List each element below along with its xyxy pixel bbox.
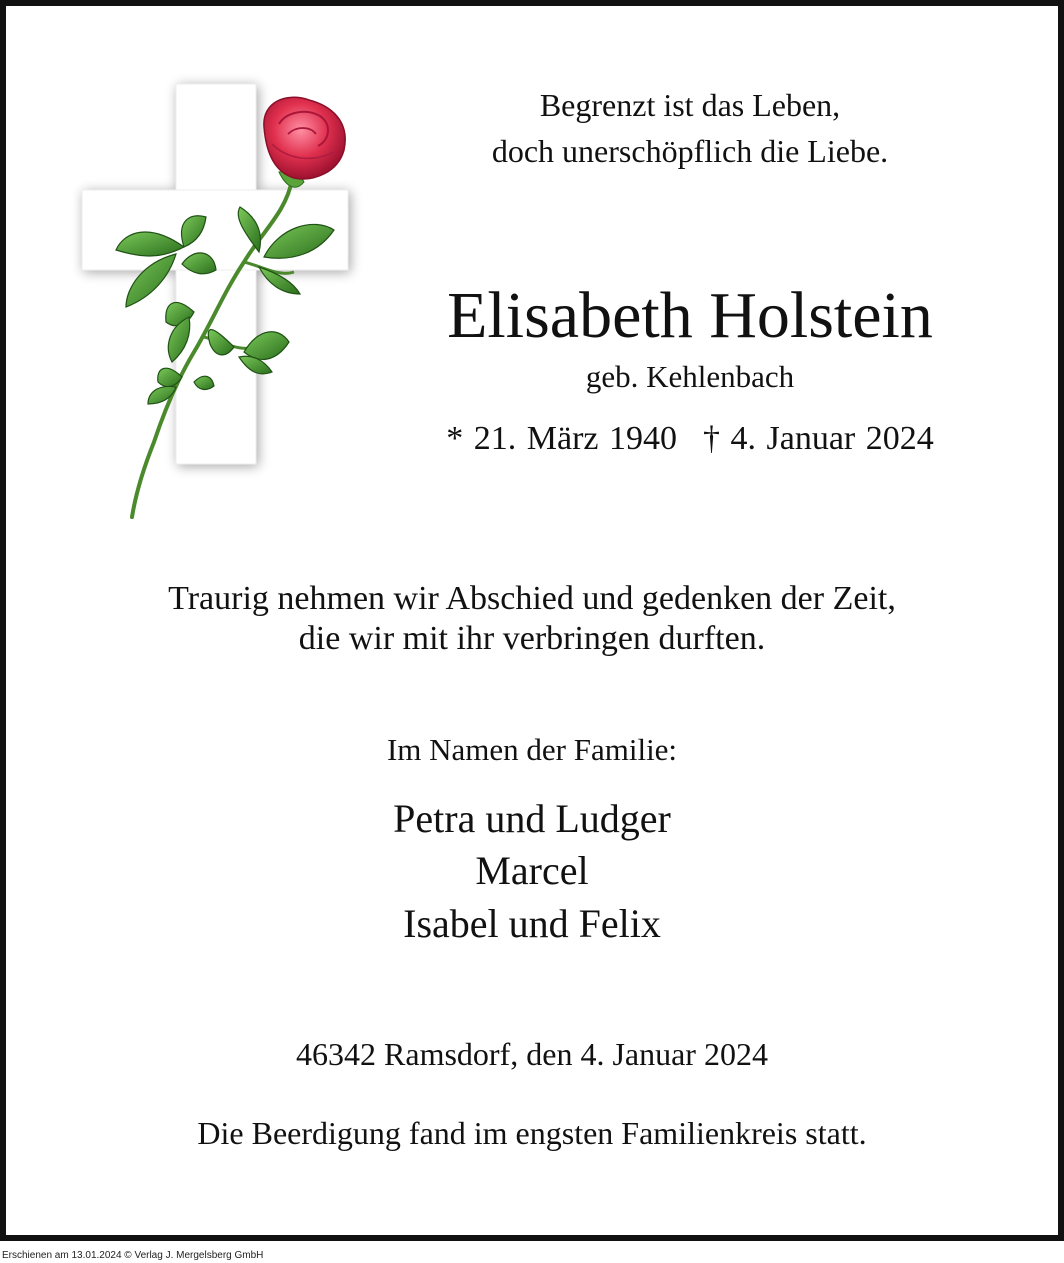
mourning-line-1: Traurig nehmen wir Abschied und gedenken der Zeit, (168, 580, 896, 617)
quote-line-1: Begrenzt ist das Leben, (539, 87, 841, 123)
place-date: 46342 Ramsdorf, den 4. Januar 2024 (296, 1036, 768, 1072)
death-date: † 4. Januar 2024 (703, 420, 934, 457)
birth-date: * 21. März 1940 (446, 420, 677, 457)
family-member: Petra und Ludger (393, 796, 671, 841)
maiden-name: geb. Kehlenbach (585, 359, 795, 394)
cross-rose-icon (64, 72, 374, 532)
publication-footer: Erschienen am 13.01.2024 © Verlag J. Mergelsberg GmbH (2, 1250, 264, 1261)
life-dates (400, 420, 980, 457)
quote-line-2: doch unerschöpflich die Liebe. (491, 133, 889, 169)
mourning-line-2: die wir mit ihr verbringen durften. (298, 620, 766, 657)
family-intro: Im Namen der Familie: (386, 732, 678, 767)
family-member: Isabel und Felix (403, 901, 661, 946)
deceased-name: Elisabeth Holstein (447, 279, 933, 352)
rose-icon (264, 97, 345, 179)
family-member: Marcel (475, 848, 589, 893)
funeral-note: Die Beerdigung fand im engsten Familienkreis statt. (197, 1115, 867, 1151)
